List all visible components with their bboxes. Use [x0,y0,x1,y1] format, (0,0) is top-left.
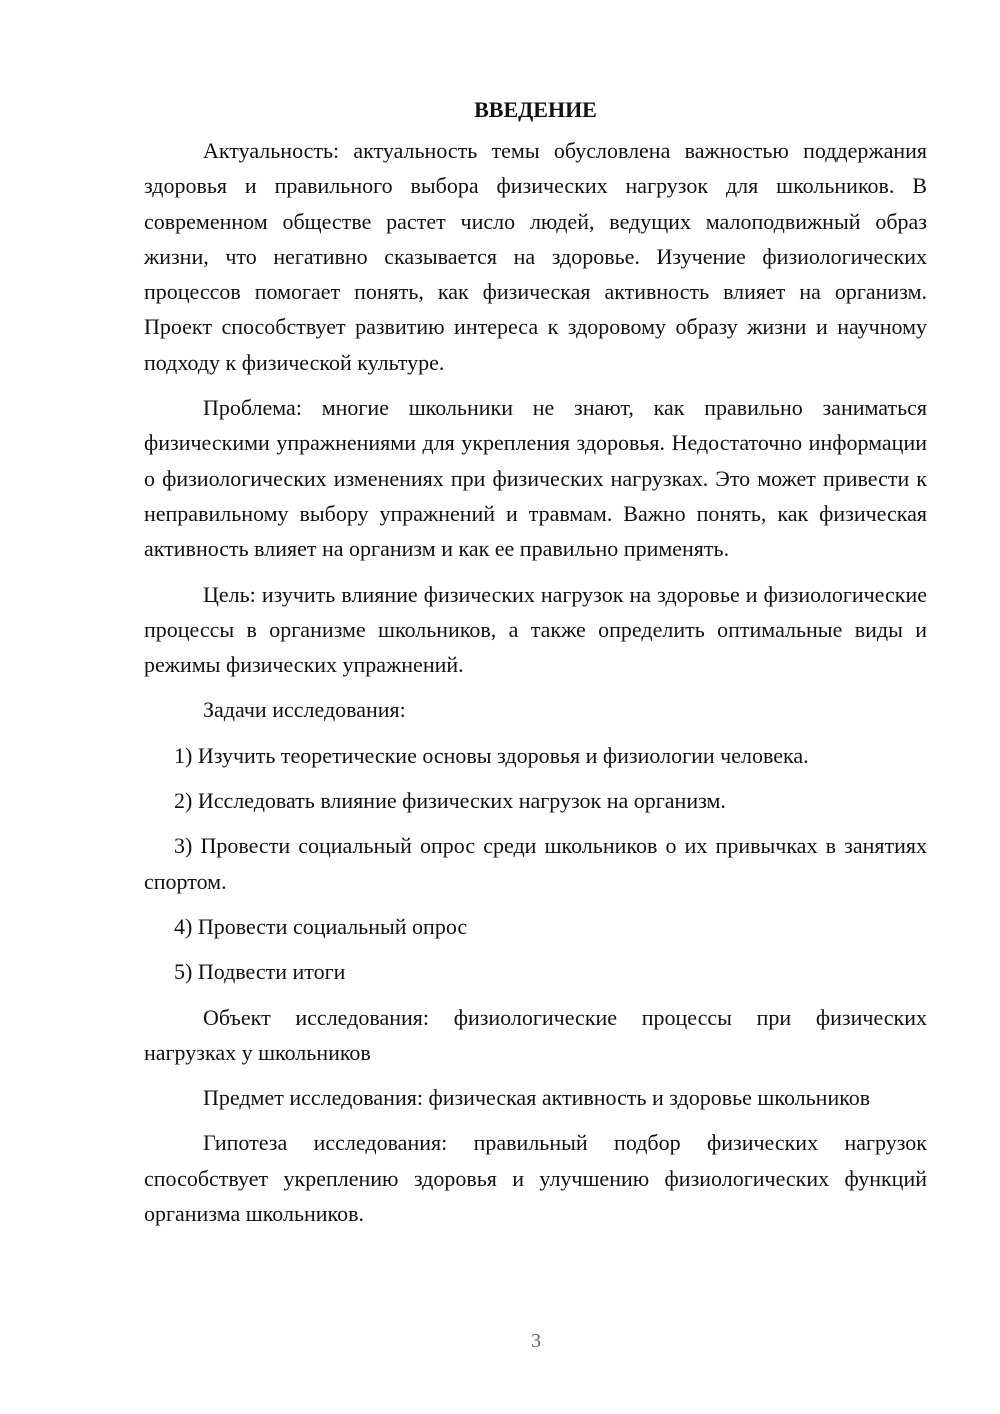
page-title: ВВЕДЕНИЕ [474,97,597,122]
task-item-5: 5) Подвести итоги [174,959,346,985]
task-item-3: 3) Провести социальный опрос среди школьников о их привычках в занятиях спортом. [144,833,927,894]
problem-paragraph: Проблема: многие школьники не знают, как правильно заниматься физическими упражнениями для укрепления здоровья. Недостаточно информации о физиологических изменениях при физических нагрузках. Это может привести к неправильному выбору упражнений и травмам. Важно понять, как физическая активность влияет на организм и как ее правильно применять. [144,395,927,562]
subject-paragraph: Предмет исследования: физическая активность и здоровье школьников [203,1085,871,1111]
task-item-1: 1) Изучить теоретические основы здоровья и физиологии человека. [174,742,809,768]
page-number: 3 [531,1330,541,1352]
object-paragraph: Объект исследования: физиологические процессы при физических нагрузках у школьников [144,1004,927,1065]
relevance-paragraph: Актуальность: актуальность темы обусловлена важностью поддержания здоровья и правильного выбора физических нагрузок для школьников. В современном обществе растет число людей, ведущих малоподвижный образ жизни, что негативно сказывается на здоровье. Изучение физиологических процессов помогает понять, как физическая активность влияет на организм. Проект способствует развитию интереса к здоровому образу жизни и научному подходу к физической культуре. [144,138,927,375]
tasks-heading: Задачи исследования: [203,697,406,723]
task-item-2: 2) Исследовать влияние физических нагрузок на организм. [174,788,726,814]
hypothesis-paragraph: Гипотеза исследования: правильный подбор физических нагрузок способствует укреплению здоровья и улучшению физиологических функций организма школьников. [144,1130,927,1227]
document-page [144,92,927,1241]
task-item-4: 4) Провести социальный опрос [174,913,468,939]
goal-paragraph: Цель: изучить влияние физических нагрузок на здоровье и физиологические процессы в организме школьников, а также определить оптимальные виды и режимы физических упражнений. [144,581,927,678]
